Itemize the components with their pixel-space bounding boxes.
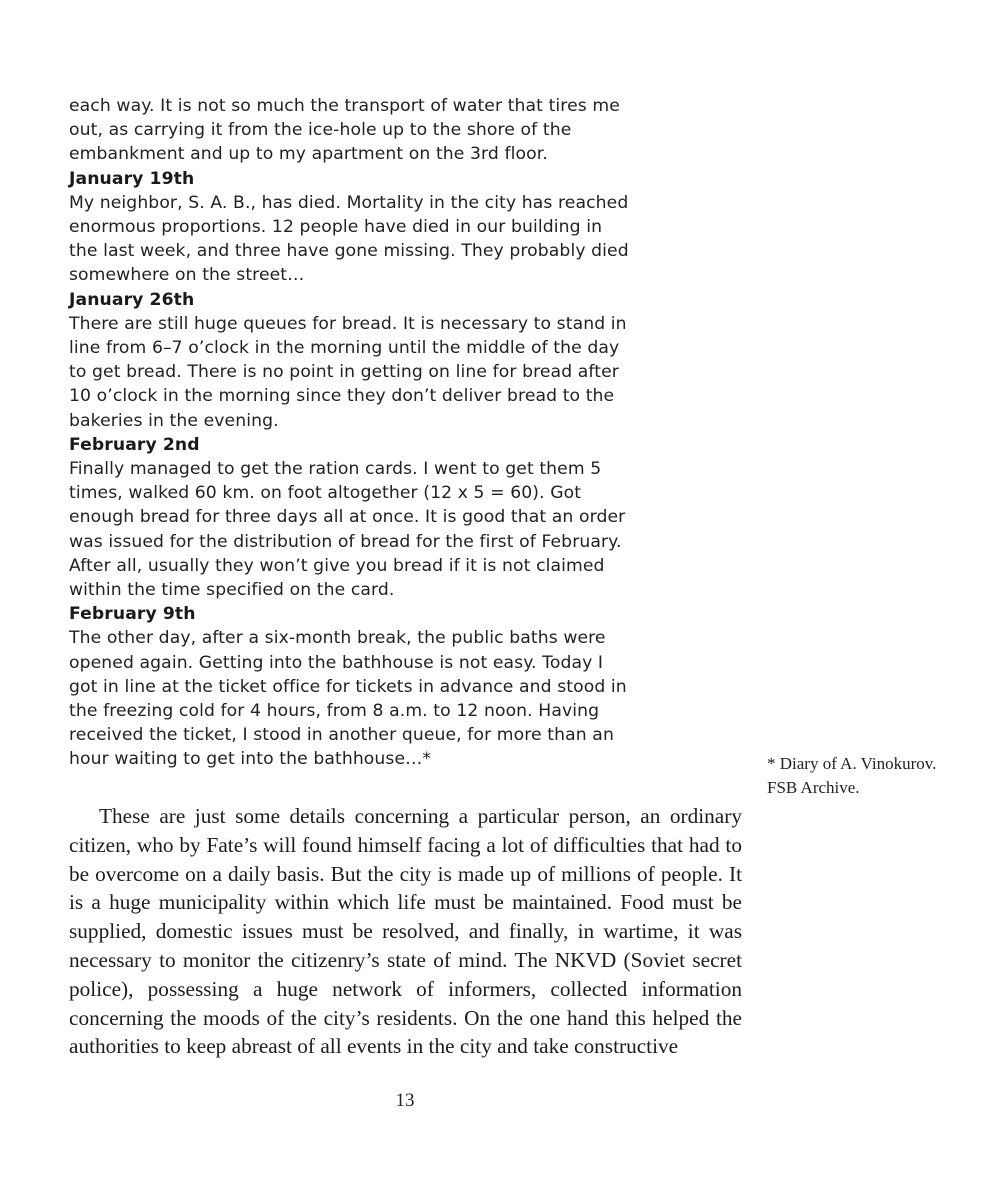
page-number: 13 [395, 1090, 415, 1111]
diary-entry-text: My neighbor, S. A. B., has died. Mortality in the city has reached enormous proportions. 12 people have died in our building in the last week, and three have gone missing. They probably died somewhere on the street… [69, 192, 629, 286]
diary-entry-text: Finally managed to get the ration cards. I went to get them 5 times, walked 60 km. on foot altogether (12 x 5 = 60). Got enough bread for three days all at once. It is good that an order was issued for the distribution of bread for the first of February. After all, usually they won’t give you bread if it is not claimed within the time specified on the card. [69, 459, 626, 601]
diary-entry-date: January 19th [69, 168, 195, 189]
diary-entry-date: February 9th [69, 604, 196, 625]
footnote [767, 752, 987, 800]
diary-entry-date: January 26th [69, 289, 195, 310]
footnote-archive-line: FSB Archive. [767, 778, 860, 797]
diary-intro-text: each way. It is not so much the transport of water that tires me out, as carrying it from the ice-hole up to the shore of the embankment and up to my apartment on the 3rd floor. [69, 96, 620, 165]
body-paragraph: These are just some details concerning a particular person, an ordinary citizen, who by Fate’s will found himself facing a lot of difficulties that had to be overcome on a daily basis. But the city is made up of millions of people. It is a huge municipality within which life must be maintained. Food must be supplied, domestic issues must be resolved, and finally, in wartime, it was necessary to monitor the citizenry’s state of mind. The NKVD (Soviet secret police), possessing a huge network of informers, collected information concerning the moods of the city’s residents. On the one hand this helped the authorities to keep abreast of all events in the city and take constructive [69, 804, 742, 1059]
diary-excerpt [69, 94, 634, 772]
diary-entry-date: February 2nd [69, 434, 200, 455]
diary-entry-text: The other day, after a six-month break, the public baths were opened again. Getting into the bathhouse is not easy. Today I got in line at the ticket office for tickets in advance and stood in the freezing cold for 4 hours, from 8 a.m. to 12 noon. Having received the ticket, I stood in another queue, for more than an hour waiting to get into the bathhouse…* [69, 628, 627, 770]
diary-entry-text: There are still huge queues for bread. It is necessary to stand in line from 6–7 o’clock in the morning until the middle of the day to get bread. There is no point in getting on line for bread after 10 o’clock in the morning since they don’t deliver bread to the bakeries in the evening. [69, 313, 627, 431]
footnote-source-line: * Diary of A. Vinokurov. [767, 754, 937, 773]
